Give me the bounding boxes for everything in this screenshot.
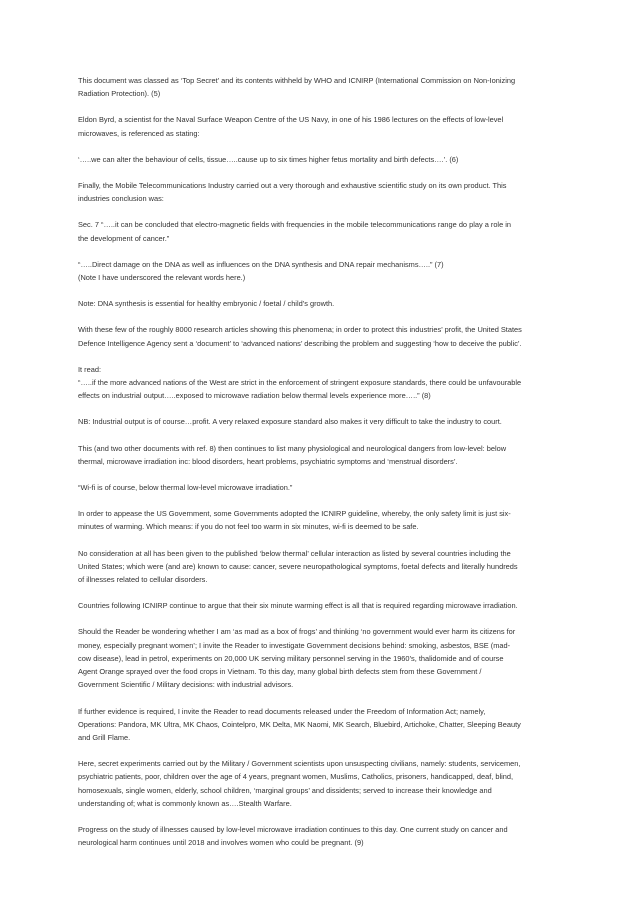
paragraph xyxy=(78,599,568,612)
text-line: thermal, microwave irradiation inc: blood disorders, heart problems, psychiatric symptoms and ‘menstrual disorders’. xyxy=(78,456,458,466)
text-line: Sec. 7 “…..it can be concluded that electro-magnetic fields with frequencies in the mobile telecommunications range do play a role in xyxy=(78,220,511,230)
text-line: Finally, the Mobile Telecommunications Industry carried out a very thorough and exhaustive scientific study on its own product. This xyxy=(78,181,507,191)
text-line: Radiation Protection). (5) xyxy=(78,89,161,99)
text-line: In order to appease the US Government, some Governments adopted the ICNIRP guideline, whereby, the only safety limit is just six- xyxy=(78,509,511,519)
text-line: With these few of the roughly 8000 research articles showing this phenomena; in order to protect this industries’ profit, the United States xyxy=(78,325,522,335)
text-line: Eldon Byrd, a scientist for the Naval Surface Weapon Centre of the US Navy, in one of his 1986 lectures on the effects of low-level xyxy=(78,115,504,125)
text-line: NB: Industrial output is of course…profit. A very relaxed exposure standard also makes it very difficult to take the industry to court. xyxy=(78,417,502,427)
text-line: industries conclusion was: xyxy=(78,194,164,204)
paragraph xyxy=(78,323,568,349)
text-line: the development of cancer.” xyxy=(78,233,170,243)
paragraph xyxy=(78,823,568,849)
text-line: “…..if the more advanced nations of the West are strict in the enforcement of stringent exposure standards, there could be unfavourable xyxy=(78,378,522,388)
text-line: Note: DNA synthesis is essential for healthy embryonic / foetal / child’s growth. xyxy=(78,299,335,309)
text-line: United States; which were (and are) known to cause: cancer, severe neuropathological symptoms, foetal defects and literally hundreds xyxy=(78,561,518,571)
paragraph xyxy=(78,218,568,244)
paragraph xyxy=(78,547,568,587)
text-line: minutes of warming. Which means: if you do not feel too warm in six minutes, wi-fi is deemed to be safe. xyxy=(78,522,419,532)
text-line: Here, secret experiments carried out by the Military / Government scientists upon unsuspecting civilians, namely: students, servicemen, xyxy=(78,759,521,769)
paragraph xyxy=(78,153,568,166)
text-line: If further evidence is required, I invite the Reader to read documents released under the Freedom of Information Act; namely, xyxy=(78,706,486,716)
text-line: Should the Reader be wondering whether I am ‘as mad as a box of frogs’ and thinking ‘no government would ever harm its citizens for xyxy=(78,627,516,637)
text-line: Agent Orange sprayed over the food crops in Vietnam. To this day, many global birth defects stem from these Government / xyxy=(78,667,482,677)
paragraph xyxy=(78,442,568,468)
text-line: (Note I have underscored the relevant words here.) xyxy=(78,273,246,283)
text-line: “…..Direct damage on the DNA as well as influences on the DNA synthesis and DNA repair mechanisms…..” (7) xyxy=(78,259,444,269)
text-line: Countries following ICNIRP continue to argue that their six minute warming effect is all that is required regarding microwave irradiation. xyxy=(78,601,518,611)
text-line: and Grill Flame. xyxy=(78,732,131,742)
text-line: It read: xyxy=(78,364,102,374)
text-line: This (and two other documents with ref. 8) then continues to list many physiological and neurological dangers from low-level: below xyxy=(78,443,507,453)
paragraph xyxy=(78,757,568,810)
text-line: “Wi-fi is of course, below thermal low-level microwave irradiation.” xyxy=(78,483,293,493)
paragraph xyxy=(78,297,568,310)
paragraph xyxy=(78,481,568,494)
paragraph xyxy=(78,363,568,403)
text-line: This document was classed as ‘Top Secret’ and its contents withheld by WHO and ICNIRP (International Commission on Non-Ionizing xyxy=(78,76,516,85)
text-line: Progress on the study of illnesses caused by low-level microwave irradiation continues to this day. One current study on cancer and xyxy=(78,824,508,834)
document-page xyxy=(78,74,568,862)
text-line: understanding of; what is commonly known as….Stealth Warfare. xyxy=(78,798,292,808)
paragraph xyxy=(78,74,568,100)
paragraph xyxy=(78,113,568,139)
text-line: cow disease), lead in petrol, experiments on 20,000 UK serving military personnel serving in the 1960’s, thalidomide and of course xyxy=(78,653,504,663)
text-line: Government Scientific / Military decisions: with industrial advisors. xyxy=(78,680,294,690)
text-line: homosexuals, single women, elderly, school children, ‘marginal groups’ and dissidents; served to increase their knowledge and xyxy=(78,785,492,795)
paragraph xyxy=(78,415,568,428)
paragraph xyxy=(78,179,568,205)
text-line: Defence Intelligence Agency sent a ‘document’ to ‘advanced nations’ describing the problem and suggesting ‘how to deceive the public’. xyxy=(78,338,522,348)
text-line: money, especially pregnant women’; I invite the Reader to investigate Government decisions behind: smoking, asbestos, BSE (mad- xyxy=(78,640,511,650)
text-line: Operations: Pandora, MK Ultra, MK Chaos, Cointelpro, MK Delta, MK Naomi, MK Search, Bluebird, Artichoke, Chatter, Sleeping Beauty xyxy=(78,719,521,729)
text-line: effects on industrial output…..exposed to microwave radiation below thermal levels experience more…..” (8) xyxy=(78,391,431,401)
text-line: microwaves, is referenced as stating: xyxy=(78,128,200,138)
text-line: neurological harm continues until 2018 and involves women who could be pregnant. (9) xyxy=(78,838,364,848)
text-line: of illnesses related to cellular disorders. xyxy=(78,575,208,585)
paragraph xyxy=(78,705,568,745)
paragraph xyxy=(78,507,568,533)
text-line: No consideration at all has been given to the published ‘below thermal’ cellular interaction as listed by several countries including the xyxy=(78,548,511,558)
text-line: psychiatric patients, poor, children over the age of 4 years, pregnant women, Muslims, Catholics, prisoners, handicapped, deaf, blind, xyxy=(78,772,514,782)
text-line: ‘…..we can alter the behaviour of cells, tissue…..cause up to six times higher fetus mortality and birth defects….’. (6) xyxy=(78,154,459,164)
paragraph xyxy=(78,258,568,284)
paragraph xyxy=(78,625,568,691)
